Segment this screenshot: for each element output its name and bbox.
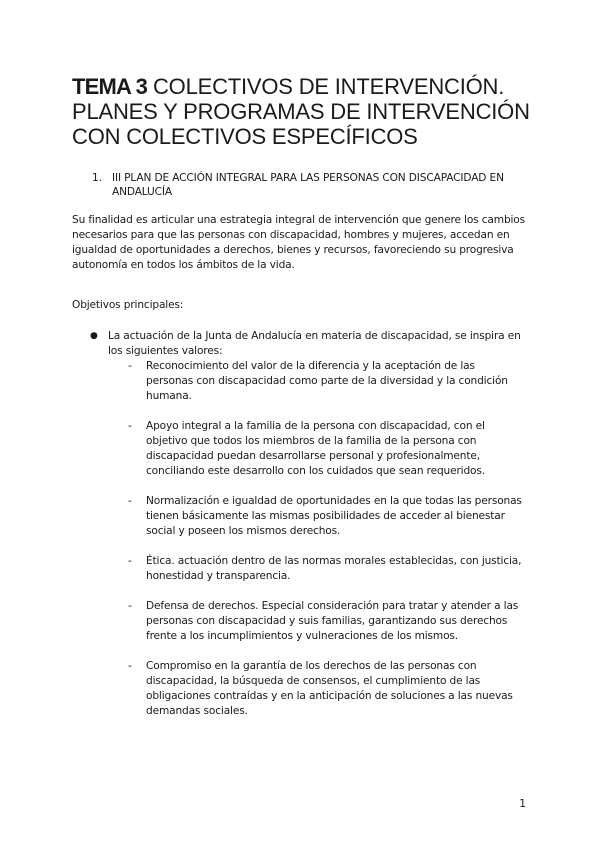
title-text: COLECTIVOS DE INTERVENCIÓN. PLANES Y PROGRAMAS DE INTERVENCIÓN CON COLECTIVOS ESPECÍFICOS — [72, 74, 530, 149]
list-item — [124, 599, 524, 644]
values-list — [124, 359, 524, 734]
section-number: 1. — [92, 172, 102, 184]
dash-marker: - — [128, 495, 132, 507]
list-item-text: Normalización e igualdad de oportunidades en la que todas las personas tienen básicamente las mismas posibilidades de acceder al bienestar social y poseen los mismos derechos. — [146, 495, 522, 537]
list-item-text: Reconocimiento del valor de la diferencia y la aceptación de las personas con discapacidad como parte de la diversidad y la condición humana. — [146, 360, 508, 402]
list-item — [124, 419, 524, 479]
page-number: 1 — [519, 798, 526, 810]
list-item-text: Ética. actuación dentro de las normas morales establecidas, con justicia, honestidad y transparencia. — [146, 555, 522, 582]
dash-marker: - — [128, 360, 132, 372]
dash-marker: - — [128, 600, 132, 612]
bullet-item — [90, 329, 530, 359]
list-item-text: Apoyo integral a la familia de la persona con discapacidad, con el objetivo que todos los miembros de la familia de la persona con discapacidad puedan desarrollarse personal y profesionalmente, conciliando este desarrollo con los cuidados que sean requeridos. — [146, 420, 485, 477]
section-heading-text: III PLAN DE ACCIÓN INTEGRAL PARA LAS PERSONAS CON DISCAPACIDAD EN ANDALUCÍA — [112, 172, 504, 198]
dash-marker: - — [128, 660, 132, 672]
list-item — [124, 359, 524, 404]
list-item — [124, 554, 524, 584]
list-item — [124, 494, 524, 539]
list-item — [124, 659, 524, 719]
list-item-text: Compromiso en la garantía de los derechos de las personas con discapacidad, la búsqueda de consensos, el cumplimiento de las obligaciones contraídas y en la anticipación de soluciones a las nuevas demandas sociales. — [146, 660, 513, 717]
section-heading — [92, 172, 532, 199]
bullet-marker: ● — [90, 331, 98, 341]
title-tema-label: TEMA 3 — [72, 74, 148, 99]
list-item-text: Defensa de derechos. Especial consideración para tratar y atender a las personas con discapacidad y suis familias, garantizando sus derechos frente a los incumplimientos y vulneraciones de los mismos. — [146, 600, 519, 642]
dash-marker: - — [128, 555, 132, 567]
dash-marker: - — [128, 420, 132, 432]
bullet-text: La actuación de la Junta de Andalucía en materia de discapacidad, se inspira en los siguientes valores: — [108, 330, 521, 357]
objectives-label: Objetivos principales: — [72, 299, 184, 311]
intro-paragraph: Su finalidad es articular una estrategia integral de intervención que genere los cambios necesarios para que las personas con discapacidad, hombres y mujeres, accedan en igualdad de oportunidades a derechos, bienes y recursos, favoreciendo su progresiva autonomía en todos los ámbitos de la vida. — [72, 214, 526, 271]
page-title — [72, 74, 552, 149]
